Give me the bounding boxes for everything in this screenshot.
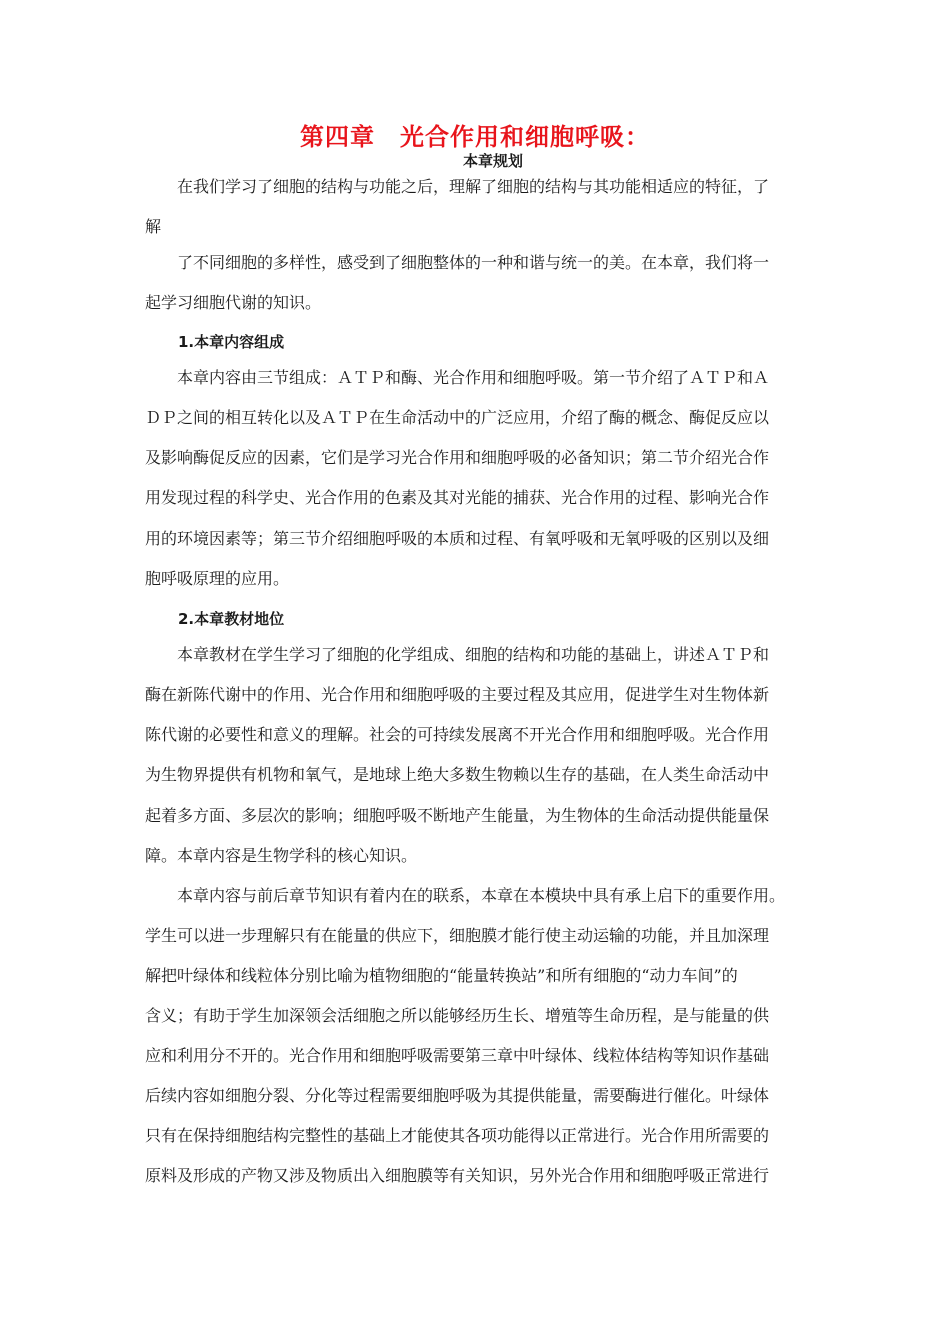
section2-line: 陈代谢的必要性和意义的理解。社会的可持续发展离不开光合作用和细胞呼吸。光合作用 <box>145 725 770 744</box>
chapter-title: 第四章 光合作用和细胞呼吸： <box>300 123 650 151</box>
section2-line: 起着多方面、多层次的影响；细胞呼吸不断地产生能量，为生物体的生命活动提供能量保 <box>145 806 770 825</box>
section2-line: 本章内容与前后章节知识有着内在的联系，本章在本模块中具有承上启下的重要作用。 <box>177 886 786 905</box>
intro-line: 解 <box>145 217 162 236</box>
section2-line: 应和利用分不开的。光合作用和细胞呼吸需要第三章中叶绿体、线粒体结构等知识作基础 <box>145 1046 770 1065</box>
section2-line: 为生物界提供有机物和氧气，是地球上绝大多数生物赖以生存的基础，在人类生命活动中 <box>145 765 770 784</box>
section2-line: 学生可以进一步理解只有在能量的供应下，细胞膜才能行使主动运输的功能，并且加深理 <box>145 926 770 945</box>
section1-line: 及影响酶促反应的因素，它们是学习光合作用和细胞呼吸的必备知识；第二节介绍光合作 <box>145 448 770 467</box>
intro-line: 在我们学习了细胞的结构与功能之后，理解了细胞的结构与其功能相适应的特征，了 <box>177 177 770 196</box>
section1-line: 本章内容由三节组成：ＡＴＰ和酶、光合作用和细胞呼吸。第一节介绍了ＡＴＰ和Ａ <box>177 368 770 387</box>
section-heading-1: 1.本章内容组成 <box>178 333 285 351</box>
section1-line: 用的环境因素等；第三节介绍细胞呼吸的本质和过程、有氧呼吸和无氧呼吸的区别以及细 <box>145 529 770 548</box>
intro-line: 了不同细胞的多样性，感受到了细胞整体的一种和谐与统一的美。在本章，我们将一 <box>177 253 770 272</box>
section-heading-2: 2.本章教材地位 <box>178 610 285 628</box>
section2-line: 本章教材在学生学习了细胞的化学组成、细胞的结构和功能的基础上，讲述ＡＴＰ和 <box>177 645 770 664</box>
section2-line: 后续内容如细胞分裂、分化等过程需要细胞呼吸为其提供能量，需要酶进行催化。叶绿体 <box>145 1086 770 1105</box>
section2-line: 酶在新陈代谢中的作用、光合作用和细胞呼吸的主要过程及其应用，促进学生对生物体新 <box>145 685 770 704</box>
section2-line: 解把叶绿体和线粒体分别比喻为植物细胞的“能量转换站”和所有细胞的“动力车间”的 <box>145 966 738 985</box>
section2-line: 含义；有助于学生加深领会活细胞之所以能够经历生长、增殖等生命历程，是与能量的供 <box>145 1006 770 1025</box>
section1-line: 胞呼吸原理的应用。 <box>145 569 290 588</box>
chapter-subtitle: 本章规划 <box>462 152 523 170</box>
section1-line: 用发现过程的科学史、光合作用的色素及其对光能的捕获、光合作用的过程、影响光合作 <box>145 488 770 507</box>
section2-line: 只有在保持细胞结构完整性的基础上才能使其各项功能得以正常进行。光合作用所需要的 <box>145 1126 770 1145</box>
section2-line: 原料及形成的产物又涉及物质出入细胞膜等有关知识，另外光合作用和细胞呼吸正常进行 <box>145 1166 770 1185</box>
section2-line: 障。本章内容是生物学科的核心知识。 <box>145 846 418 865</box>
intro-line: 起学习细胞代谢的知识。 <box>145 293 322 312</box>
section1-line: ＤＰ之间的相互转化以及ＡＴＰ在生命活动中的广泛应用，介绍了酶的概念、酶促反应以 <box>145 408 770 427</box>
